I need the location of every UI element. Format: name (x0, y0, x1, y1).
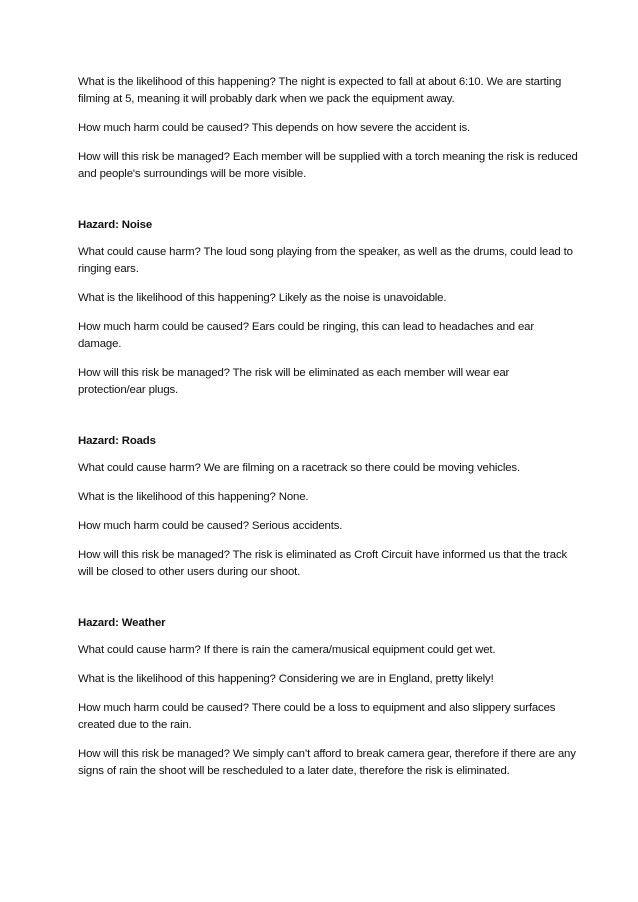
hazard-title-weather: Hazard: Weather (78, 617, 166, 629)
roads-harm: How much harm could be caused? Serious accidents. (78, 520, 343, 532)
hazard-section-roads (78, 433, 578, 581)
roads-likelihood: What is the likelihood of this happening? None. (78, 491, 309, 503)
hazard-title-noise: Hazard: Noise (78, 219, 153, 231)
noise-management: How will this risk be managed? The risk will be eliminated as each member will wear ear protection/ear plugs. (78, 367, 510, 396)
noise-likelihood: What is the likelihood of this happening? Likely as the noise is unavoidable. (78, 292, 447, 304)
weather-harm: How much harm could be caused? There could be a loss to equipment and also slippery surfaces created due to the rain. (78, 702, 556, 731)
roads-cause: What could cause harm? We are filming on a racetrack so there could be moving vehicles. (78, 462, 520, 474)
hazard-section-weather (78, 615, 578, 780)
weather-likelihood: What is the likelihood of this happening? Considering we are in England, pretty likely! (78, 673, 494, 685)
weather-management: How will this risk be managed? We simply can’t afford to break camera gear, therefore if there are any signs of rain the shoot will be rescheduled to a later date, therefore the risk is eliminated. (78, 748, 576, 777)
hazard-title-roads: Hazard: Roads (78, 435, 156, 447)
roads-management: How will this risk be managed? The risk is eliminated as Croft Circuit have informed us that the track will be closed to other users during our shoot. (78, 549, 568, 578)
intro-section (78, 74, 578, 183)
weather-cause: What could cause harm? If there is rain the camera/musical equipment could get wet. (78, 644, 496, 656)
intro-paragraph-2: How much harm could be caused? This depends on how severe the accident is. (78, 122, 471, 134)
intro-paragraph-3: How will this risk be managed? Each member will be supplied with a torch meaning the risk is reduced and people's surroundings will be more visible. (78, 151, 578, 180)
noise-cause: What could cause harm? The loud song playing from the speaker, as well as the drums, could lead to ringing ears. (78, 246, 573, 275)
intro-paragraph-1: What is the likelihood of this happening? The night is expected to fall at about 6:10. We are starting filming at 5, meaning it will probably dark when we pack the equipment away. (78, 76, 562, 105)
hazard-section-noise (78, 217, 578, 399)
noise-harm: How much harm could be caused? Ears could be ringing, this can lead to headaches and ear damage. (78, 321, 535, 350)
